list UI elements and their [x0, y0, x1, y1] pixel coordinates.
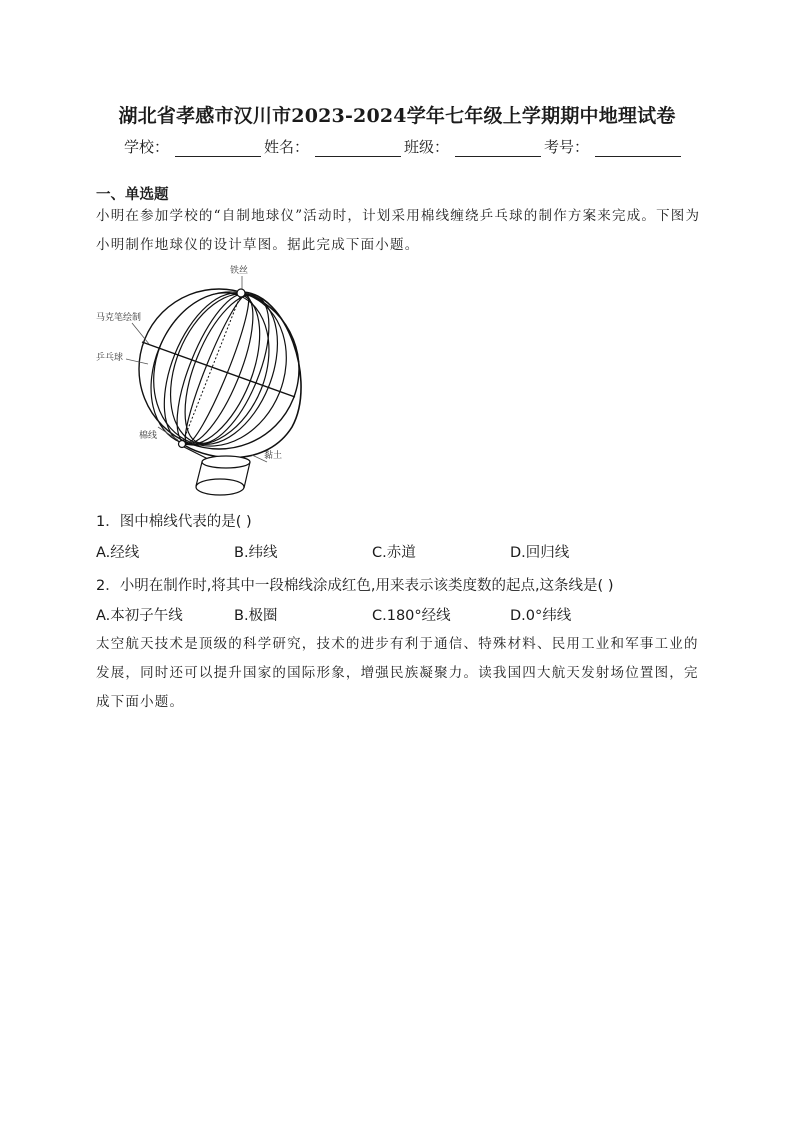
question-1-stem: 1．图中棉线代表的是( ) — [96, 514, 252, 530]
label-marker-drawn: 马克笔绘制 — [96, 313, 142, 323]
exam-no-field — [544, 136, 684, 157]
q1-option-b[interactable]: B.纬线 — [234, 545, 278, 561]
top-pivot — [237, 289, 245, 297]
name-blank[interactable] — [315, 140, 401, 157]
student-info-row — [124, 136, 684, 157]
material-paragraph-1: 小明在参加学校的“自制地球仪”活动时，计划采用棉线缠绕乒乓球的制作方案来完成。下图为小明制作地球仪的设计草图。据此完成下面小题。 — [96, 208, 701, 253]
clay-base-bottom — [196, 479, 244, 495]
label-ping-pong-ball: 乒乓球 — [96, 353, 124, 363]
exam-title: 湖北省孝感市汉川市2023-2024学年七年级上学期期中地理试卷 — [118, 105, 676, 127]
exam-no-blank[interactable] — [595, 140, 681, 157]
axis-line — [182, 294, 241, 444]
section-heading: 一、单选题 — [96, 187, 169, 203]
name-label: 姓名： — [264, 138, 310, 156]
question-2-options — [96, 604, 696, 625]
iron-wire-frame — [184, 292, 301, 458]
class-label: 班级： — [404, 138, 450, 156]
q1-option-c[interactable]: C.赤道 — [372, 545, 416, 561]
bottom-pivot — [179, 441, 186, 448]
question-1-options — [96, 541, 696, 562]
globe-diagram — [92, 262, 312, 502]
clay-base-top — [202, 456, 250, 468]
school-blank[interactable] — [175, 140, 261, 157]
q2-option-c[interactable]: C.180°经线 — [372, 608, 451, 624]
label-iron-wire: 铁丝 — [230, 266, 249, 276]
question-2-stem: 2．小明在制作时,将其中一段棉线涂成红色,用来表示该类度数的起点,这条线是( ) — [96, 578, 614, 594]
name-field — [264, 136, 404, 157]
q1-option-d[interactable]: D.回归线 — [510, 545, 570, 561]
class-blank[interactable] — [455, 140, 541, 157]
q2-option-a[interactable]: A.本初子午线 — [96, 608, 183, 624]
class-field — [404, 136, 544, 157]
q2-option-d[interactable]: D.0°纬线 — [510, 608, 572, 624]
q1-option-a[interactable]: A.经线 — [96, 545, 140, 561]
material-paragraph-2: 太空航天技术是顶级的科学研究，技术的进步有利于通信、特殊材料、民用工业和军事工业的发展，同时还可以提升国家的国际形象，增强民族凝聚力。读我国四大航天发射场位置图，完成下面小题。 — [96, 636, 699, 710]
school-label: 学校： — [124, 138, 170, 156]
label-clay: 黏土 — [264, 451, 283, 461]
exam-no-label: 考号： — [544, 138, 590, 156]
label-cotton-thread: 棉线 — [139, 431, 158, 441]
q2-option-b[interactable]: B.极圈 — [234, 608, 278, 624]
school-field — [124, 136, 264, 157]
